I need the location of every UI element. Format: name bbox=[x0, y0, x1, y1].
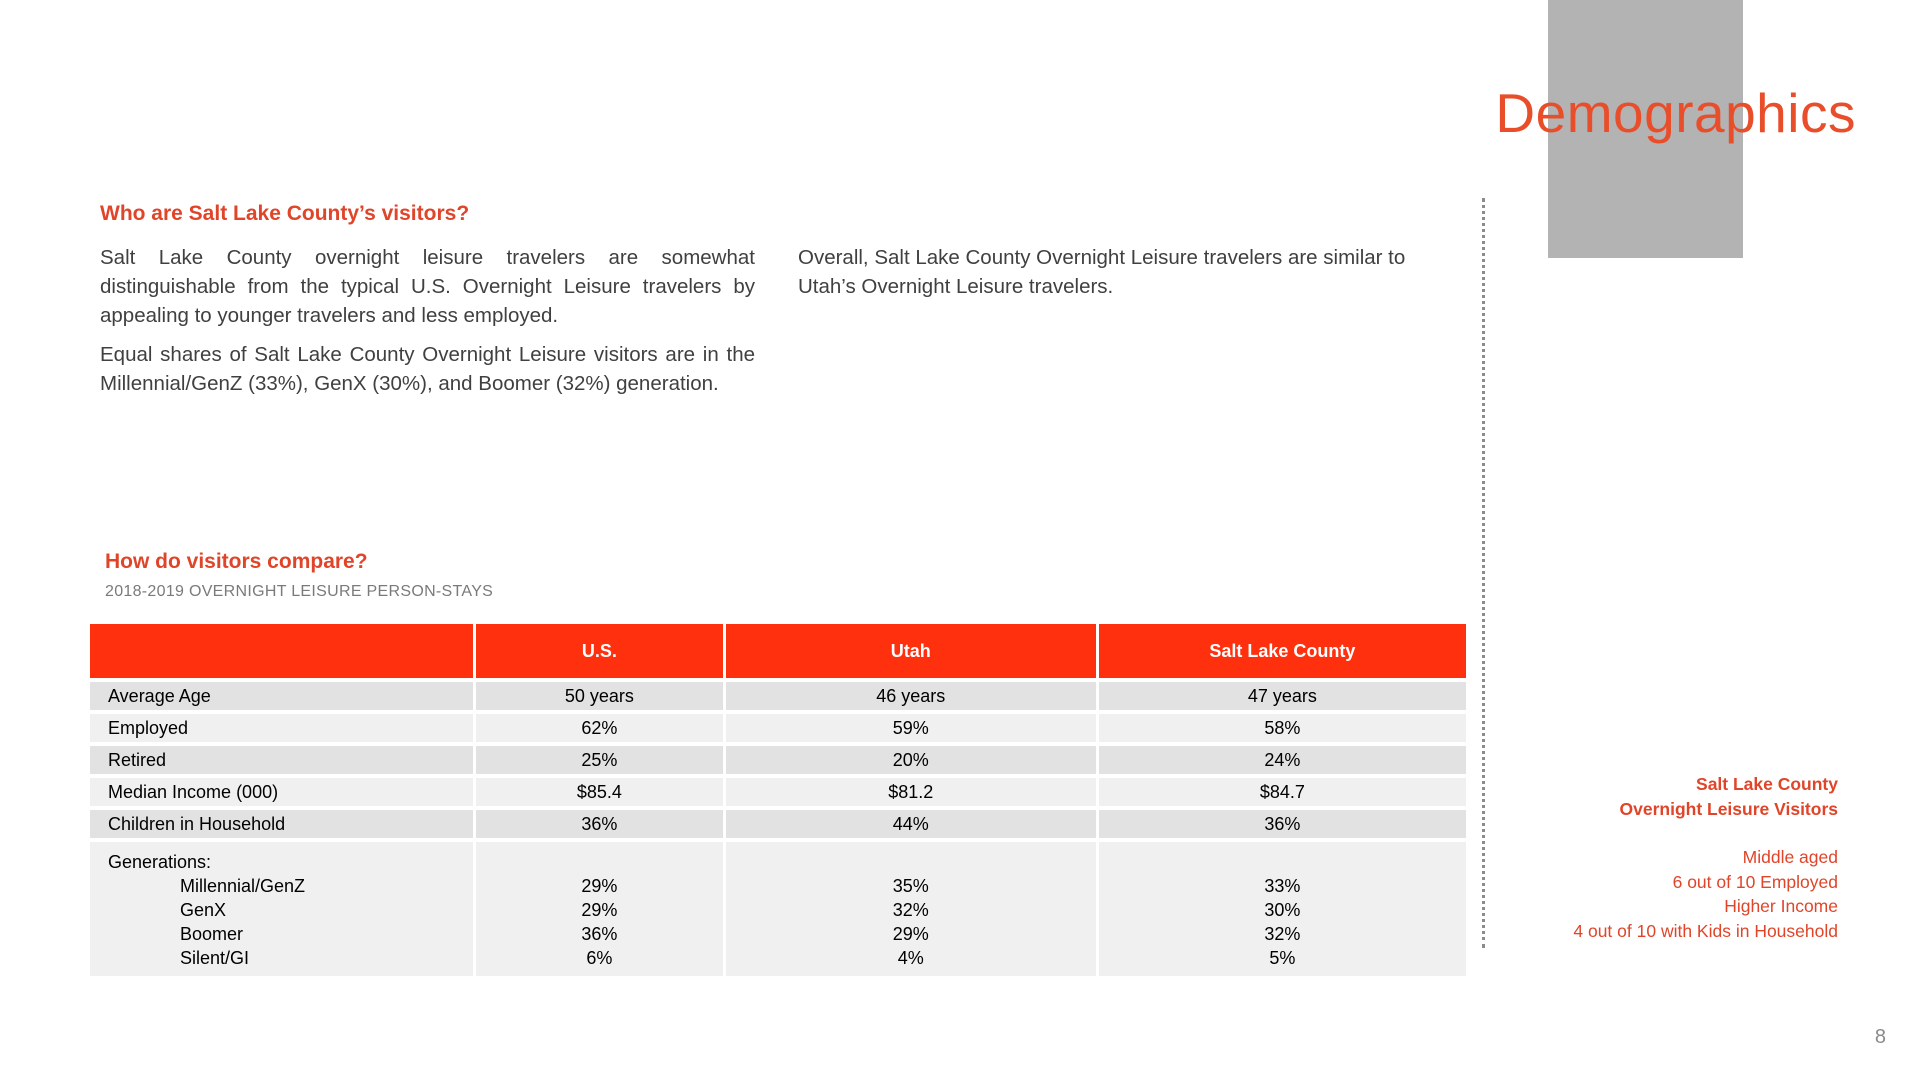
cell-us: 25% bbox=[476, 746, 723, 774]
cell-slc: 24% bbox=[1099, 746, 1466, 774]
page-number: 8 bbox=[1874, 1026, 1886, 1048]
table-row bbox=[90, 810, 1466, 838]
generations-slc-cell bbox=[1099, 842, 1466, 976]
side-note-item: 4 out of 10 with Kids in Household bbox=[1573, 920, 1838, 941]
cell-utah: 44% bbox=[726, 810, 1096, 838]
row-label: Average Age bbox=[90, 682, 473, 710]
table-row-generations bbox=[90, 842, 1466, 976]
cell-slc: $84.7 bbox=[1099, 778, 1466, 806]
cell-utah: 4% bbox=[897, 948, 924, 968]
row-label: Children in Household bbox=[90, 810, 473, 838]
generation-name: GenX bbox=[180, 900, 227, 920]
cell-us: 50 years bbox=[476, 682, 723, 710]
slide-title: Demographics bbox=[1495, 82, 1856, 144]
table-header-row bbox=[90, 624, 1466, 678]
cell-utah: 29% bbox=[892, 924, 929, 944]
side-note-item: Middle aged bbox=[1742, 847, 1838, 867]
table-row bbox=[90, 746, 1466, 774]
comparison-table-wrapper bbox=[90, 624, 1466, 980]
row-label: Median Income (000) bbox=[90, 778, 473, 806]
generations-us-cell bbox=[476, 842, 723, 976]
cell-utah: 59% bbox=[726, 714, 1096, 742]
cell-slc: 58% bbox=[1099, 714, 1466, 742]
section2-heading: How do visitors compare? bbox=[105, 550, 368, 573]
table-header-slc: Salt Lake County bbox=[1099, 624, 1466, 678]
left-paragraph-1: Salt Lake County overnight leisure travelers are somewhat distinguishable from the typical U.S. Overnight Leisure travelers by appealing to younger travelers and less employed. bbox=[100, 246, 755, 327]
row-label: Employed bbox=[90, 714, 473, 742]
cell-slc: 36% bbox=[1099, 810, 1466, 838]
right-text-column bbox=[798, 243, 1453, 311]
row-label: Retired bbox=[90, 746, 473, 774]
side-note-item: Higher Income bbox=[1724, 896, 1838, 916]
section2-subheading: 2018-2019 OVERNIGHT LEISURE PERSON-STAYS bbox=[105, 583, 494, 600]
cell-utah: 32% bbox=[892, 900, 929, 920]
cell-slc: 5% bbox=[1269, 948, 1296, 968]
table-header-blank bbox=[90, 624, 473, 678]
table-row bbox=[90, 714, 1466, 742]
cell-us: 62% bbox=[476, 714, 723, 742]
side-note bbox=[1573, 772, 1838, 943]
table-row bbox=[90, 778, 1466, 806]
cell-us: $85.4 bbox=[476, 778, 723, 806]
side-note-title-1: Salt Lake County bbox=[1696, 774, 1838, 794]
section1-heading: Who are Salt Lake County’s visitors? bbox=[100, 202, 470, 225]
table-header-us: U.S. bbox=[476, 624, 723, 678]
cell-us: 29% bbox=[581, 876, 618, 896]
cell-utah: 20% bbox=[726, 746, 1096, 774]
cell-slc: 30% bbox=[1264, 900, 1301, 920]
generation-name: Silent/GI bbox=[180, 948, 250, 968]
cell-utah: 35% bbox=[892, 876, 929, 896]
left-text-column bbox=[100, 243, 755, 408]
dotted-divider bbox=[1482, 198, 1485, 948]
generations-label-cell bbox=[90, 842, 473, 976]
right-paragraph: Overall, Salt Lake County Overnight Leisure travelers are similar to Utah’s Overnight Leisure travelers. bbox=[798, 246, 1406, 298]
side-note-item: 6 out of 10 Employed bbox=[1672, 871, 1838, 892]
cell-slc: 47 years bbox=[1099, 682, 1466, 710]
cell-us: 29% bbox=[581, 900, 618, 920]
left-paragraph-2: Equal shares of Salt Lake County Overnight Leisure visitors are in the Millennial/GenZ (33%), GenX (30%), and Boomer (32%) generation. bbox=[100, 343, 755, 395]
comparison-table bbox=[87, 620, 1469, 980]
table-row bbox=[90, 682, 1466, 710]
cell-slc: 33% bbox=[1264, 876, 1301, 896]
table-header-utah: Utah bbox=[726, 624, 1096, 678]
cell-utah: 46 years bbox=[726, 682, 1096, 710]
cell-us: 36% bbox=[476, 810, 723, 838]
cell-utah: $81.2 bbox=[726, 778, 1096, 806]
cell-us: 6% bbox=[586, 948, 613, 968]
generations-utah-cell bbox=[726, 842, 1096, 976]
side-note-title-2: Overnight Leisure Visitors bbox=[1619, 798, 1838, 819]
generations-label: Generations: bbox=[108, 852, 212, 872]
generation-name: Boomer bbox=[180, 924, 244, 944]
cell-us: 36% bbox=[581, 924, 618, 944]
cell-slc: 32% bbox=[1264, 924, 1301, 944]
generation-name: Millennial/GenZ bbox=[180, 876, 306, 896]
